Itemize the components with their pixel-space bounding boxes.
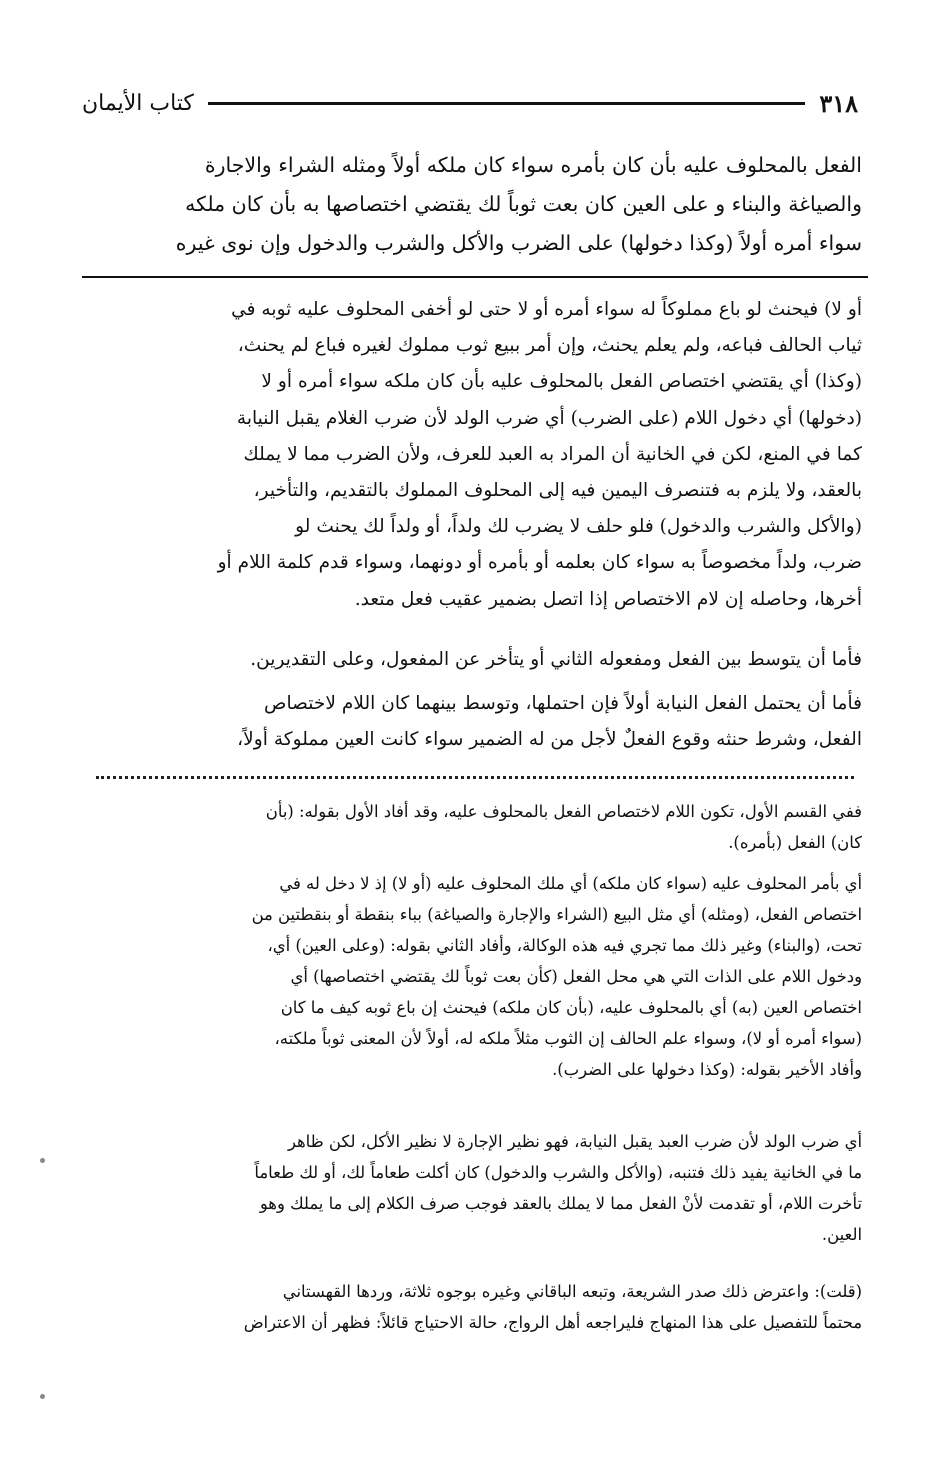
scan-speck bbox=[40, 1158, 45, 1163]
sharh-text bbox=[92, 292, 862, 618]
text-line: بالعقد، ولا يلزم به فتنصرف اليمين فيه إلى المحلوف المملوك بالتقديم، والتأخير، bbox=[253, 480, 862, 502]
text-line: فأما أن يحتمل الفعل النيابة أولاً فإن احتملها، وتوسط بينهما كان اللام لاختصاص bbox=[263, 693, 862, 714]
text-line: والصياغة والبناء و على العين كان بعت ثوباً لك يقتضي اختصاصها به بأن كان ملكه bbox=[185, 192, 862, 216]
text-line: ما في الخانية يفيد ذلك فتنبه، (والأكل والشرب والدخول) كان أكلت طعاماً لك، أو لك طعاماً bbox=[254, 1163, 862, 1182]
text-line: (قلت): واعترض ذلك صدر الشريعة، وتبعه الباقاني وغيره بوجوه ثلاثة، وردها القهستاني bbox=[282, 1282, 862, 1301]
text-line: اختصاص الفعل، (ومثله) أي مثل البيع (الشراء والإجارة والصياغة) بباء بنقطة أو بنقطتين من bbox=[251, 905, 862, 924]
text-line: (وكذا) أي يقتضي اختصاص الفعل بالمحلوف عليه بأن كان ملكه سواء أمره أو لا bbox=[261, 371, 862, 393]
running-title: كتاب الأيمان bbox=[82, 90, 194, 116]
text-line: أو لا) فيحنث لو باع مملوكاً له سواء أمره أو لا حتى لو أخفى المحلوف عليه ثوبه في bbox=[231, 299, 862, 320]
text-line: اختصاص العين (به) أي بالمحلوف عليه، (بأن كان ملكه) فيحنث إن باع ثوبه كيف ما كان bbox=[280, 998, 862, 1017]
text-line: ففي القسم الأول، تكون اللام لاختصاص الفعل بالمحلوف عليه، وقد أفاد الأول بقوله: (بأن bbox=[265, 802, 862, 821]
text-line: تحت، (والبناء) وغير ذلك مما تجري فيه هذه الوكالة، وأفاد الثاني بقوله: (وعلى العين) أي، bbox=[267, 936, 862, 955]
text-line: (سواء أمره أو لا)، وسواء علم الحالف إن الثوب مثلاً ملكه له، أولاً لأن المعنى ثوباً ملكته، bbox=[274, 1029, 862, 1048]
text-line: ضرب، ولداً مخصوصاً به سواء كان بعلمه أو بأمره أو دونهما، وسواء قدم كلمة اللام أو bbox=[217, 552, 862, 574]
text-line: تأخرت اللام، أو تقدمت لأنْ الفعل مما لا يملك بالعقد فوجب صرف الكلام إلى ما يملك وهو bbox=[259, 1194, 862, 1213]
page-number: ٣١٨ bbox=[819, 88, 858, 118]
page-header bbox=[82, 86, 858, 120]
footnote-divider bbox=[96, 776, 854, 779]
text-line: العين. bbox=[821, 1225, 862, 1244]
sharh-paragraph-1 bbox=[92, 642, 862, 678]
header-rule bbox=[208, 102, 805, 105]
matn-divider bbox=[82, 276, 868, 278]
hashiya-paragraph-1 bbox=[92, 796, 862, 858]
text-line: ثياب الحالف فباعه، ولم يعلم يحنث، وإن أمر ببيع ثوب مملوك لغيره فباع لم يحنث، bbox=[237, 335, 862, 357]
text-line: محتماً للتفصيل على هذا المنهاج فليراجعه أهل الرواج، حالة الاحتياج قائلاً: فظهر أن الاعتراض bbox=[243, 1313, 862, 1332]
matn-text bbox=[92, 146, 862, 263]
text-line: الفعل بالمحلوف عليه بأن كان بأمره سواء كان ملكه أولاً ومثله الشراء والاجارة bbox=[204, 153, 862, 177]
hashiya-paragraph-4 bbox=[92, 1276, 862, 1338]
text-line: ودخول اللام على الذات التي هي محل الفعل (كأن بعت ثوباً لك يقتضي اختصاصها) أي bbox=[290, 967, 862, 986]
hashiya-paragraph-2 bbox=[92, 868, 862, 1085]
text-line: كان) الفعل (بأمره). bbox=[728, 833, 862, 852]
text-line: وأفاد الأخير بقوله: (وكذا دخولها على الضرب). bbox=[552, 1060, 862, 1079]
text-line: أخرها، وحاصله إن لام الاختصاص إذا اتصل بضمير عقيب فعل متعد. bbox=[354, 588, 862, 610]
text-line: فأما أن يتوسط بين الفعل ومفعوله الثاني أو يتأخر عن المفعول، وعلى التقديرين. bbox=[250, 649, 862, 670]
text-line: (دخولها) أي دخول اللام (على الضرب) أي ضرب الولد لأن ضرب الغلام يقبل النيابة bbox=[236, 407, 862, 429]
text-line: كما في المنع، لكن في الخانية أن المراد به العبد للعرف، ولأن الضرب مما لا يملك bbox=[243, 443, 862, 465]
hashiya-paragraph-3 bbox=[92, 1126, 862, 1250]
text-line: سواء أمره أولاً (وكذا دخولها) على الضرب والأكل والشرب والدخول وإن نوى غيره bbox=[175, 231, 862, 255]
text-line: أي بأمر المحلوف عليه (سواء كان ملكه) أي ملك المحلوف عليه (أو لا) إذ لا دخل له في bbox=[279, 874, 862, 893]
text-line: الفعل، وشرط حنثه وقوع الفعلٌ لأجل من له الضمير سواء كانت العين مملوكة أولاً، bbox=[237, 729, 862, 750]
sharh-paragraph-2 bbox=[92, 686, 862, 758]
text-line: أي ضرب الولد لأن ضرب العبد يقبل النيابة، فهو نظير الإجارة لا نظير الأكل، لكن ظاهر bbox=[288, 1132, 862, 1151]
text-line: (والأكل والشرب والدخول) فلو حلف لا يضرب لك ولداً، أو ولداً لك يحنث لو bbox=[295, 516, 862, 538]
scan-speck bbox=[40, 1394, 45, 1399]
